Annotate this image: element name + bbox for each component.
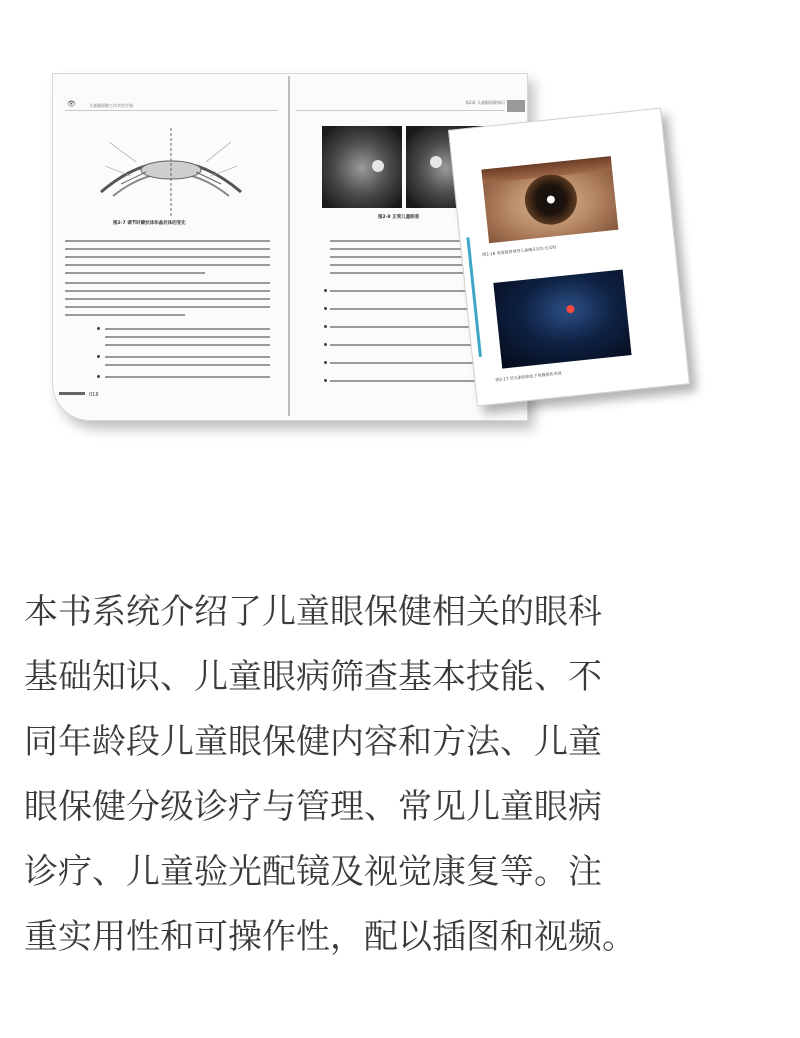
text-line	[65, 256, 270, 258]
text-line	[105, 336, 270, 338]
left-header-title: 儿童眼保健工作实用手册	[89, 103, 133, 108]
loose-caption-bottom: 图2-17 荧光素钠染色下角膜损伤表现	[495, 370, 562, 383]
bullet-icon	[324, 343, 327, 346]
right-page-header	[296, 100, 505, 111]
description-line: 本书系统介绍了儿童眼保健相关的眼科	[24, 592, 602, 632]
fundus-image-left	[322, 126, 402, 208]
text-line	[330, 380, 490, 382]
text-line	[105, 364, 270, 366]
text-line	[105, 356, 270, 358]
description-line: 基础知识、儿童眼病筛查基本技能、不	[24, 657, 602, 697]
description-line: 重实用性和可操作性，配以插图和视频。	[24, 917, 636, 957]
right-figure-caption: 图2-8 正常儿童眼底	[378, 215, 420, 220]
text-line	[65, 306, 270, 308]
chapter-tab	[507, 100, 525, 112]
open-book-spread	[52, 73, 528, 421]
text-line	[105, 328, 270, 330]
left-page-number: 018	[89, 392, 99, 398]
text-line	[330, 362, 490, 364]
page-number-bar	[59, 392, 85, 395]
eye-logo-icon: 👁	[67, 100, 76, 108]
bullet-icon	[324, 379, 327, 382]
description-line: 眼保健分级诊疗与管理、常见儿童眼病	[24, 787, 602, 827]
right-header-title: 第2章 儿童眼保健知识	[465, 100, 505, 105]
text-line	[330, 326, 490, 328]
bullet-icon	[324, 325, 327, 328]
text-line	[65, 298, 270, 300]
text-line	[65, 282, 270, 284]
text-line	[65, 248, 270, 250]
eye-anatomy-diagram	[91, 122, 251, 218]
text-line	[65, 264, 270, 266]
loose-caption-top: 图2-16 电筒照射观察儿童瞳孔区红光反射	[482, 244, 557, 258]
bullet-icon	[97, 375, 100, 378]
bullet-icon	[97, 355, 100, 358]
description-line: 同年龄段儿童眼保健内容和方法、儿童	[24, 722, 602, 762]
bullet-icon	[97, 327, 100, 330]
description-line: 诊疗、儿童验光配镜及视觉康复等。注	[24, 852, 602, 892]
text-line	[330, 344, 490, 346]
bullet-icon	[324, 307, 327, 310]
book-description	[24, 580, 704, 970]
pupil-reflex-photo	[481, 156, 618, 243]
loose-page	[448, 108, 690, 407]
left-figure-caption: 图2-7 调节时睫状体和晶状体的变化	[113, 221, 186, 226]
text-line	[65, 272, 205, 274]
bullet-icon	[324, 289, 327, 292]
left-page-header	[65, 100, 278, 111]
text-line	[65, 290, 270, 292]
fluorescein-photo	[493, 269, 631, 368]
text-line	[65, 240, 270, 242]
text-line	[105, 344, 270, 346]
bullet-icon	[324, 361, 327, 364]
text-line	[105, 376, 270, 378]
text-line	[65, 314, 185, 316]
left-page	[53, 74, 288, 420]
